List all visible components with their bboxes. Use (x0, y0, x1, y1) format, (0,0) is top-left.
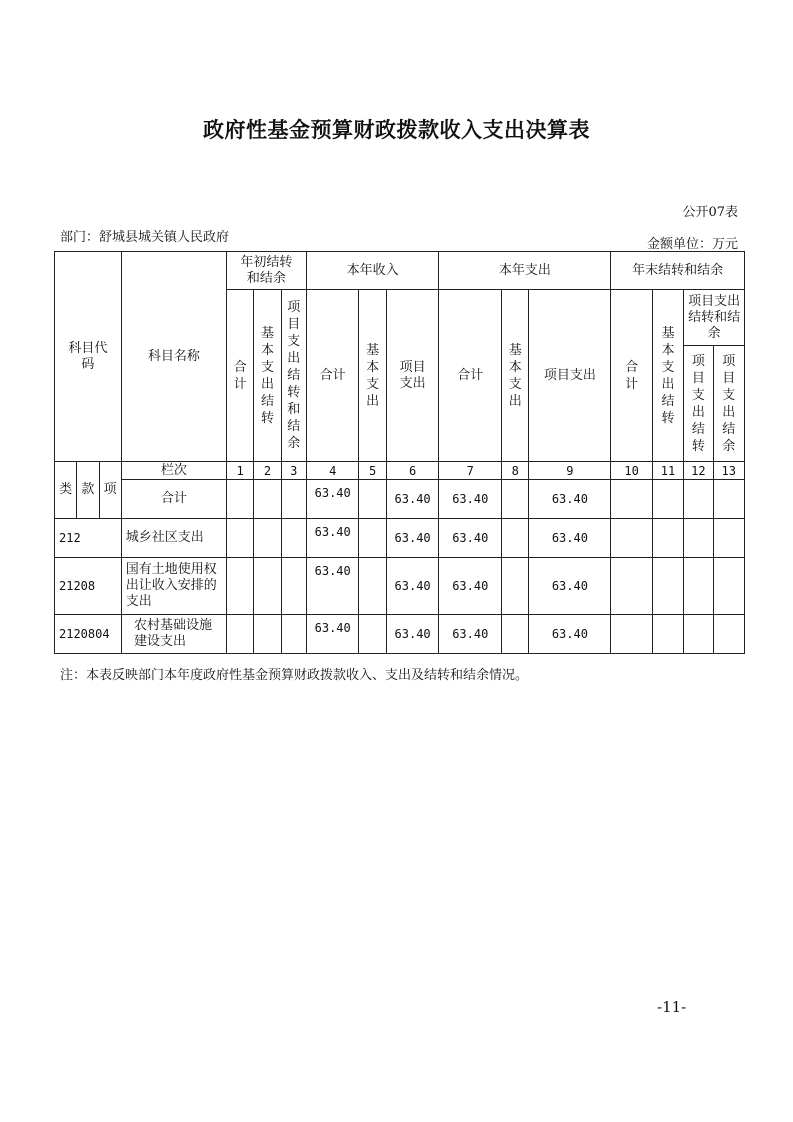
header-closing-basic-carry: 基本支出结转 (652, 290, 683, 462)
header-lei: 类 (55, 462, 77, 519)
col-number: 4 (306, 462, 359, 480)
row-name: 合计 (121, 480, 226, 519)
row-name: 国有土地使用权出让收入安排的支出 (121, 558, 226, 615)
header-closing-project-carry: 项目支出结转 (684, 346, 713, 462)
header-expense: 本年支出 (439, 252, 611, 290)
col-number: 13 (713, 462, 744, 480)
department-label: 部门：舒城县城关镇人民政府 (60, 230, 230, 245)
row-income-project: 63.40 (386, 558, 439, 615)
col-number: 6 (386, 462, 439, 480)
footnote: 注：本表反映部门本年度政府性基金预算财政拨款收入、支出及结转和结余情况。 (60, 668, 529, 683)
row-expense-project: 63.40 (529, 519, 611, 558)
header-income-total: 合计 (306, 290, 359, 462)
header-code: 科目代码 (55, 252, 122, 462)
header-expense-total: 合计 (439, 290, 502, 462)
header-kuan: 款 (77, 462, 99, 519)
header-opening: 年初结转和结余 (226, 252, 306, 290)
header-opening-basic-carry: 基本支出结转 (254, 290, 281, 462)
row-expense-project: 63.40 (529, 615, 611, 654)
row-expense-total: 63.40 (439, 615, 502, 654)
row-expense-project: 63.40 (529, 480, 611, 519)
row-expense-total: 63.40 (439, 480, 502, 519)
row-income-total: 63.40 (306, 519, 359, 558)
row-expense-total: 63.40 (439, 558, 502, 615)
table-row (55, 558, 745, 615)
col-number: 9 (529, 462, 611, 480)
page-number: -11- (657, 998, 687, 1016)
col-number: 11 (652, 462, 683, 480)
page-title: 政府性基金预算财政拨款收入支出决算表 (203, 117, 590, 142)
row-income-total: 63.40 (306, 480, 359, 519)
header-lanci: 栏次 (121, 462, 226, 480)
row-code: 212 (55, 519, 122, 558)
col-number: 8 (502, 462, 529, 480)
table-row (55, 480, 745, 519)
row-name: 农村基础设施建设支出 (121, 615, 226, 654)
col-number: 2 (254, 462, 281, 480)
form-number: 公开07表 (682, 205, 738, 220)
header-closing-total: 合计 (611, 290, 652, 462)
row-income-project: 63.40 (386, 519, 439, 558)
col-number: 12 (684, 462, 713, 480)
row-income-project: 63.40 (386, 480, 439, 519)
col-number: 1 (226, 462, 253, 480)
col-number: 5 (359, 462, 386, 480)
row-income-total: 63.40 (306, 558, 359, 615)
header-closing-project-balance: 项目支出结余 (713, 346, 744, 462)
header-income-project: 项目支出 (386, 290, 439, 462)
row-code: 21208 (55, 558, 122, 615)
col-number: 10 (611, 462, 652, 480)
header-expense-project: 项目支出 (529, 290, 611, 462)
col-number: 7 (439, 462, 502, 480)
header-closing-project-carry-balance: 项目支出结转和结余 (684, 290, 745, 346)
header-closing: 年末结转和结余 (611, 252, 745, 290)
row-expense-total: 63.40 (439, 519, 502, 558)
table-row (55, 519, 745, 558)
budget-table (54, 251, 745, 654)
header-xiang: 项 (99, 462, 121, 519)
col-number: 3 (281, 462, 306, 480)
unit-label: 金额单位：万元 (646, 237, 738, 252)
row-name: 城乡社区支出 (121, 519, 226, 558)
header-income: 本年收入 (306, 252, 439, 290)
header-name: 科目名称 (121, 252, 226, 462)
row-expense-project: 63.40 (529, 558, 611, 615)
header-expense-basic: 基本支出 (502, 290, 529, 462)
table-row (55, 615, 745, 654)
row-income-project: 63.40 (386, 615, 439, 654)
row-income-total: 63.40 (306, 615, 359, 654)
row-code: 2120804 (55, 615, 122, 654)
header-opening-total: 合计 (226, 290, 253, 462)
header-opening-project-carry-balance: 项目支出结转和结余 (281, 290, 306, 462)
header-income-basic: 基本支出 (359, 290, 386, 462)
